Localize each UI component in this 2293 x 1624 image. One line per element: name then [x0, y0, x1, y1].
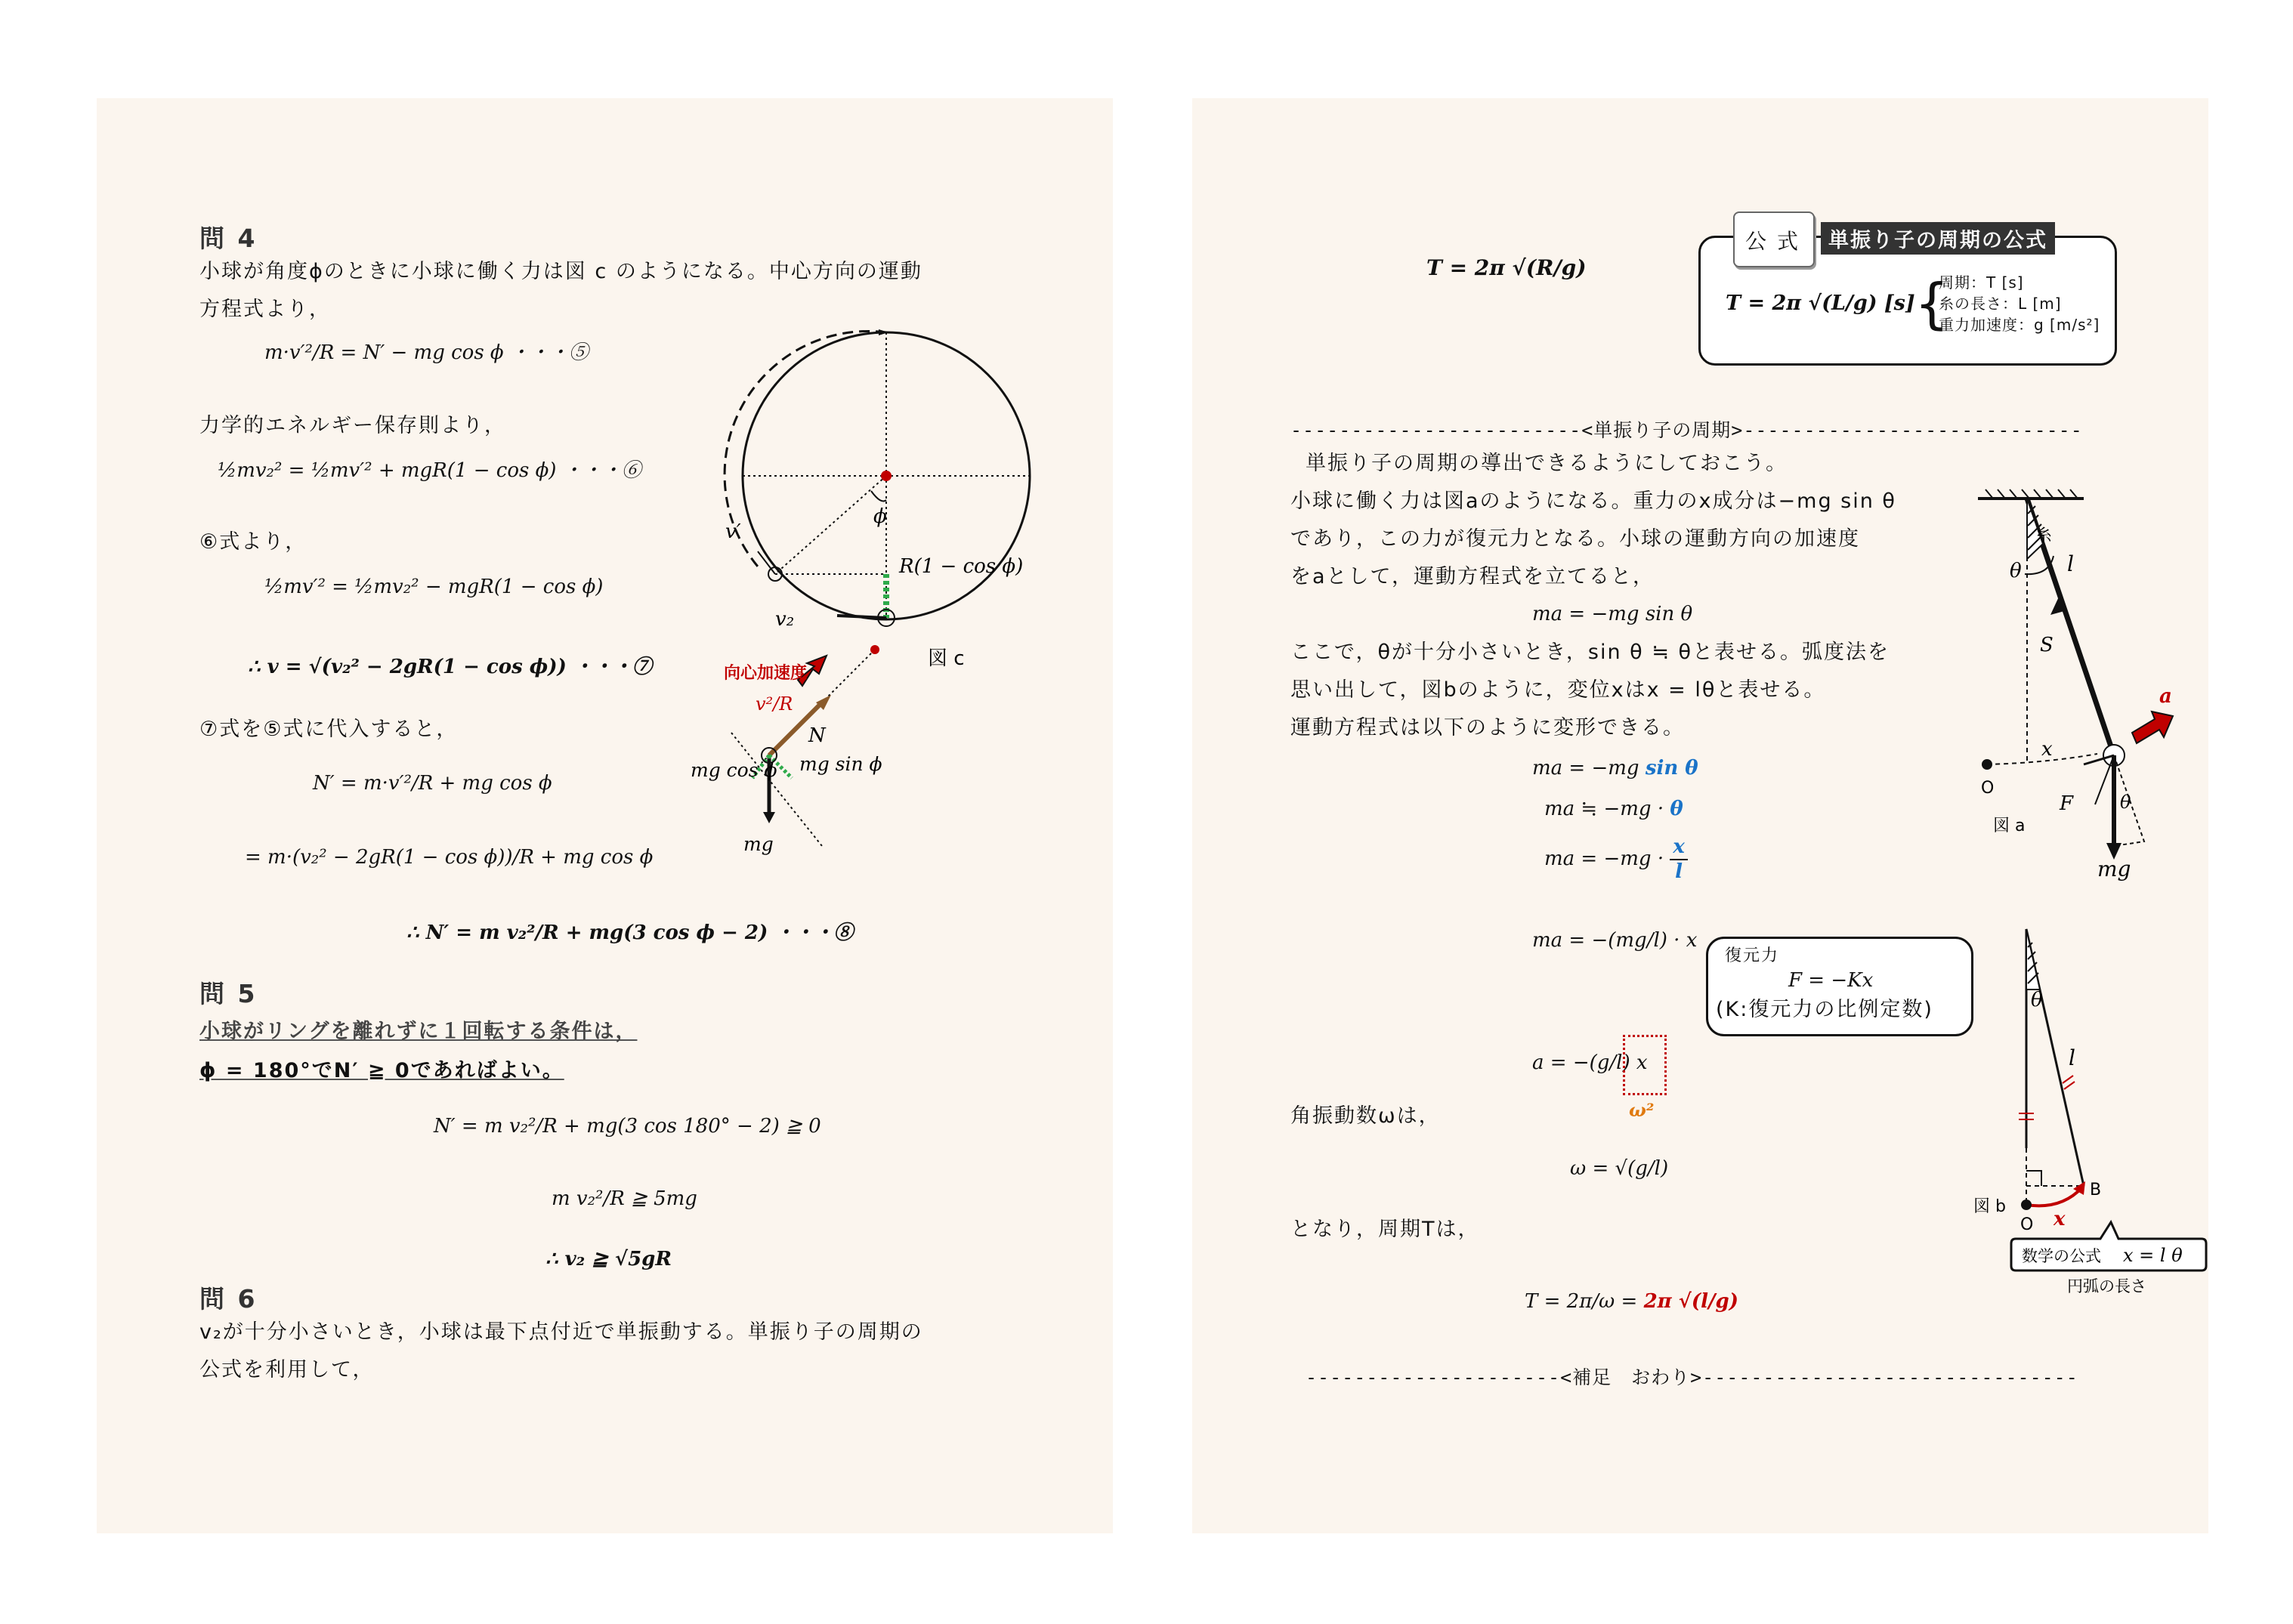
- section-header: ------------------------<単振り子の周期>----------------------------: [1290, 419, 2083, 441]
- fig-a-theta-2: θ: [2120, 792, 2131, 813]
- fig-a-l: l: [2067, 551, 2074, 576]
- fig-c-caption: 図 c: [928, 647, 965, 670]
- formula-legend-2: 糸の長さ：L [m]: [1939, 295, 2062, 313]
- eq-a1-lhs: ma = −mg: [1532, 757, 1646, 780]
- formula-legend-1: 周期：T [s]: [1939, 273, 2024, 292]
- eq-a1-highlight: sin θ: [1645, 757, 1698, 780]
- equation-vprime: ½mv′² = ½mv₂² − mgR(1 − cos ϕ): [264, 576, 604, 598]
- q6-line1: v₂が十分小さいとき，小球は最下点付近で単振動する。単振り子の周期の: [199, 1320, 923, 1344]
- fig-b-arc-length: 円弧の長さ: [2067, 1277, 2146, 1295]
- fig-b-math-formula: x = l θ: [2123, 1245, 2183, 1266]
- formula-equation: T = 2π √(L/g) [s]: [1726, 292, 1915, 315]
- equation-n1: N′ = m·v′²/R + mg cos ϕ: [313, 772, 552, 795]
- q5-condition-line2: ϕ = 180°でN′ ≧ 0であればよい。: [199, 1059, 564, 1082]
- para-4: をaとして，運動方程式を立てると，: [1290, 565, 1655, 588]
- q4-intro-line2: 方程式より，: [199, 298, 331, 321]
- q4-heading: 問 4: [199, 224, 258, 253]
- fig-b-l: l: [2069, 1045, 2075, 1070]
- fig-c-v2: v₂: [775, 608, 795, 631]
- right-page: [1192, 98, 2208, 1533]
- fig-c-mg: mg: [743, 833, 774, 855]
- equation-5: m·v′²/R = N′ − mg cos ϕ ・・・⑤: [264, 341, 589, 364]
- eq-a3-lhs: ma = −mg ·: [1544, 848, 1670, 871]
- formula-legend-3: 重力加速度：g [m/s²]: [1939, 316, 2100, 334]
- restore-note: (K:復元力の比例定数): [1716, 998, 1933, 1021]
- para-1: 単振り子の周期の導出できるようにしておこう。: [1306, 452, 1788, 475]
- fig-c-accel-expr: v²/R: [756, 693, 793, 715]
- para-6: 思い出して，図bのように，変位xはx = lθと表せる。: [1290, 678, 1826, 702]
- q5-heading: 問 5: [199, 979, 258, 1008]
- supplement-footer: ---------------------<補足 おわり>-------------------------------: [1306, 1366, 2078, 1388]
- q6-heading: 問 6: [199, 1284, 258, 1314]
- eq-a3: [1544, 835, 1688, 884]
- eq-a2-lhs: ma ≒ −mg ·: [1544, 798, 1670, 820]
- para-5: ここで，θが十分小さいとき，sin θ ≒ θと表せる。弧度法を: [1290, 641, 1890, 664]
- equation-n2: = m·(v₂² − 2gR(1 − cos ϕ))/R + mg cos ϕ: [245, 846, 654, 869]
- fig-c-vprime: v′: [725, 520, 741, 543]
- omega-squared: ω²: [1629, 1099, 1655, 1121]
- eq-period-rhs: 2π √(l/g): [1643, 1290, 1738, 1313]
- energy-conservation-label: 力学的エネルギー保存則より，: [199, 414, 506, 437]
- formula-brace: {: [1914, 272, 1949, 335]
- formula-box: [1698, 219, 2121, 370]
- period-equation-q6: T = 2π √(R/g): [1426, 255, 1587, 280]
- equation-6: ½mv₂² = ½mv′² + mgR(1 − cos ϕ) ・・・⑥: [218, 459, 641, 482]
- q4-intro-line1: 小球が角度ϕのときに小球に働く力は図 c のようになる。中心方向の運動: [199, 260, 922, 283]
- fig-a-x: x: [2041, 738, 2053, 761]
- fig-a-mg: mg: [2097, 857, 2131, 881]
- angular-frequency-text: 角振動数ωは，: [1290, 1104, 1441, 1128]
- eq-b2-text: a = −(g/l) x: [1532, 1051, 1648, 1074]
- eq-omega: ω = √(g/l): [1570, 1157, 1669, 1180]
- eq-ma-sin: ma = −mg sin θ: [1532, 603, 1693, 625]
- fig-a-O: O: [1981, 779, 1995, 798]
- fig-a-caption: 図 a: [1993, 817, 2026, 835]
- q5-equation-c: ∴ v₂ ≧ √5gR: [545, 1248, 672, 1270]
- fig-b-O: O: [2020, 1215, 2034, 1234]
- eq-period-lhs: T = 2π/ω =: [1525, 1290, 1644, 1313]
- equation-7: ∴ v = √(v₂² − 2gR(1 − cos ϕ)) ・・・⑦: [248, 656, 652, 678]
- restore-title: 復元力: [1725, 946, 1780, 965]
- fig-c-mgcos: mg cos ϕ: [691, 759, 777, 781]
- fig-a-string: 糸: [2035, 526, 2053, 545]
- eq-a2: [1544, 798, 1683, 821]
- para-3: であり，この力が復元力となる。小球の運動方向の加速度: [1290, 527, 1860, 551]
- fig-c-N: N: [808, 724, 826, 747]
- fig-b-theta: θ: [2031, 989, 2043, 1011]
- fig-c-R-label: R(1 − cos ϕ): [899, 555, 1024, 578]
- figure-a: [1970, 476, 2205, 881]
- fig-c-accel-label: 向心加速度: [724, 664, 808, 683]
- period-intro: となり，周期Tは，: [1290, 1218, 1480, 1241]
- fig-b-caption: 図 b: [1973, 1197, 2006, 1216]
- formula-title: 単振り子の周期の公式: [1821, 222, 2055, 255]
- eq-a3-denominator: l: [1675, 860, 1683, 884]
- figure-b: [1925, 914, 2212, 1299]
- g-over-l-highlight-box: [1623, 1035, 1667, 1095]
- substitution-text: ⑦式を⑤式に代入すると，: [199, 718, 459, 741]
- para-7: 運動方程式は以下のように変形できる。: [1290, 716, 1685, 739]
- from-equation-6: ⑥式より，: [199, 530, 307, 554]
- left-page: [97, 98, 1113, 1533]
- q5-equation-b: m v₂²/R ≧ 5mg: [552, 1187, 697, 1210]
- fig-b-math-label: 数学の公式: [2022, 1247, 2101, 1265]
- fig-c-mgsin: mg sin ϕ: [799, 753, 882, 775]
- restore-equation: F = −Kx: [1788, 969, 1874, 992]
- eq-a3-numerator: x: [1670, 835, 1688, 860]
- fig-a-theta: θ: [2010, 560, 2022, 582]
- figure-c: [686, 325, 1079, 944]
- eq-a2-highlight: θ: [1670, 798, 1683, 820]
- q6-line2: 公式を利用して，: [199, 1358, 375, 1382]
- fig-b-B: B: [2090, 1181, 2102, 1199]
- fig-c-phi: ϕ: [873, 505, 887, 528]
- equation-8: ∴ N′ = m v₂²/R + mg(3 cos ϕ − 2) ・・・⑧: [406, 922, 854, 944]
- eq-period-final: [1525, 1290, 1738, 1314]
- fig-b-x: x: [2054, 1208, 2066, 1230]
- para-2: 小球に働く力は図aのようになる。重力のx成分は−mg sin θ: [1290, 489, 1896, 513]
- fig-a-F: F: [2060, 792, 2074, 815]
- formula-tab-2: 式: [1777, 229, 1799, 254]
- formula-tab-1: 公: [1745, 229, 1767, 254]
- q5-equation-a: N′ = m v₂²/R + mg(3 cos 180° − 2) ≧ 0: [434, 1115, 821, 1138]
- eq-a1: [1532, 757, 1698, 780]
- q5-condition-line1: 小球がリングを離れずに１回転する条件は，: [199, 1020, 638, 1043]
- eq-b1: ma = −(mg/l) · x: [1532, 929, 1698, 952]
- fig-a-S: S: [2040, 634, 2054, 656]
- fig-a-a: a: [2159, 685, 2172, 708]
